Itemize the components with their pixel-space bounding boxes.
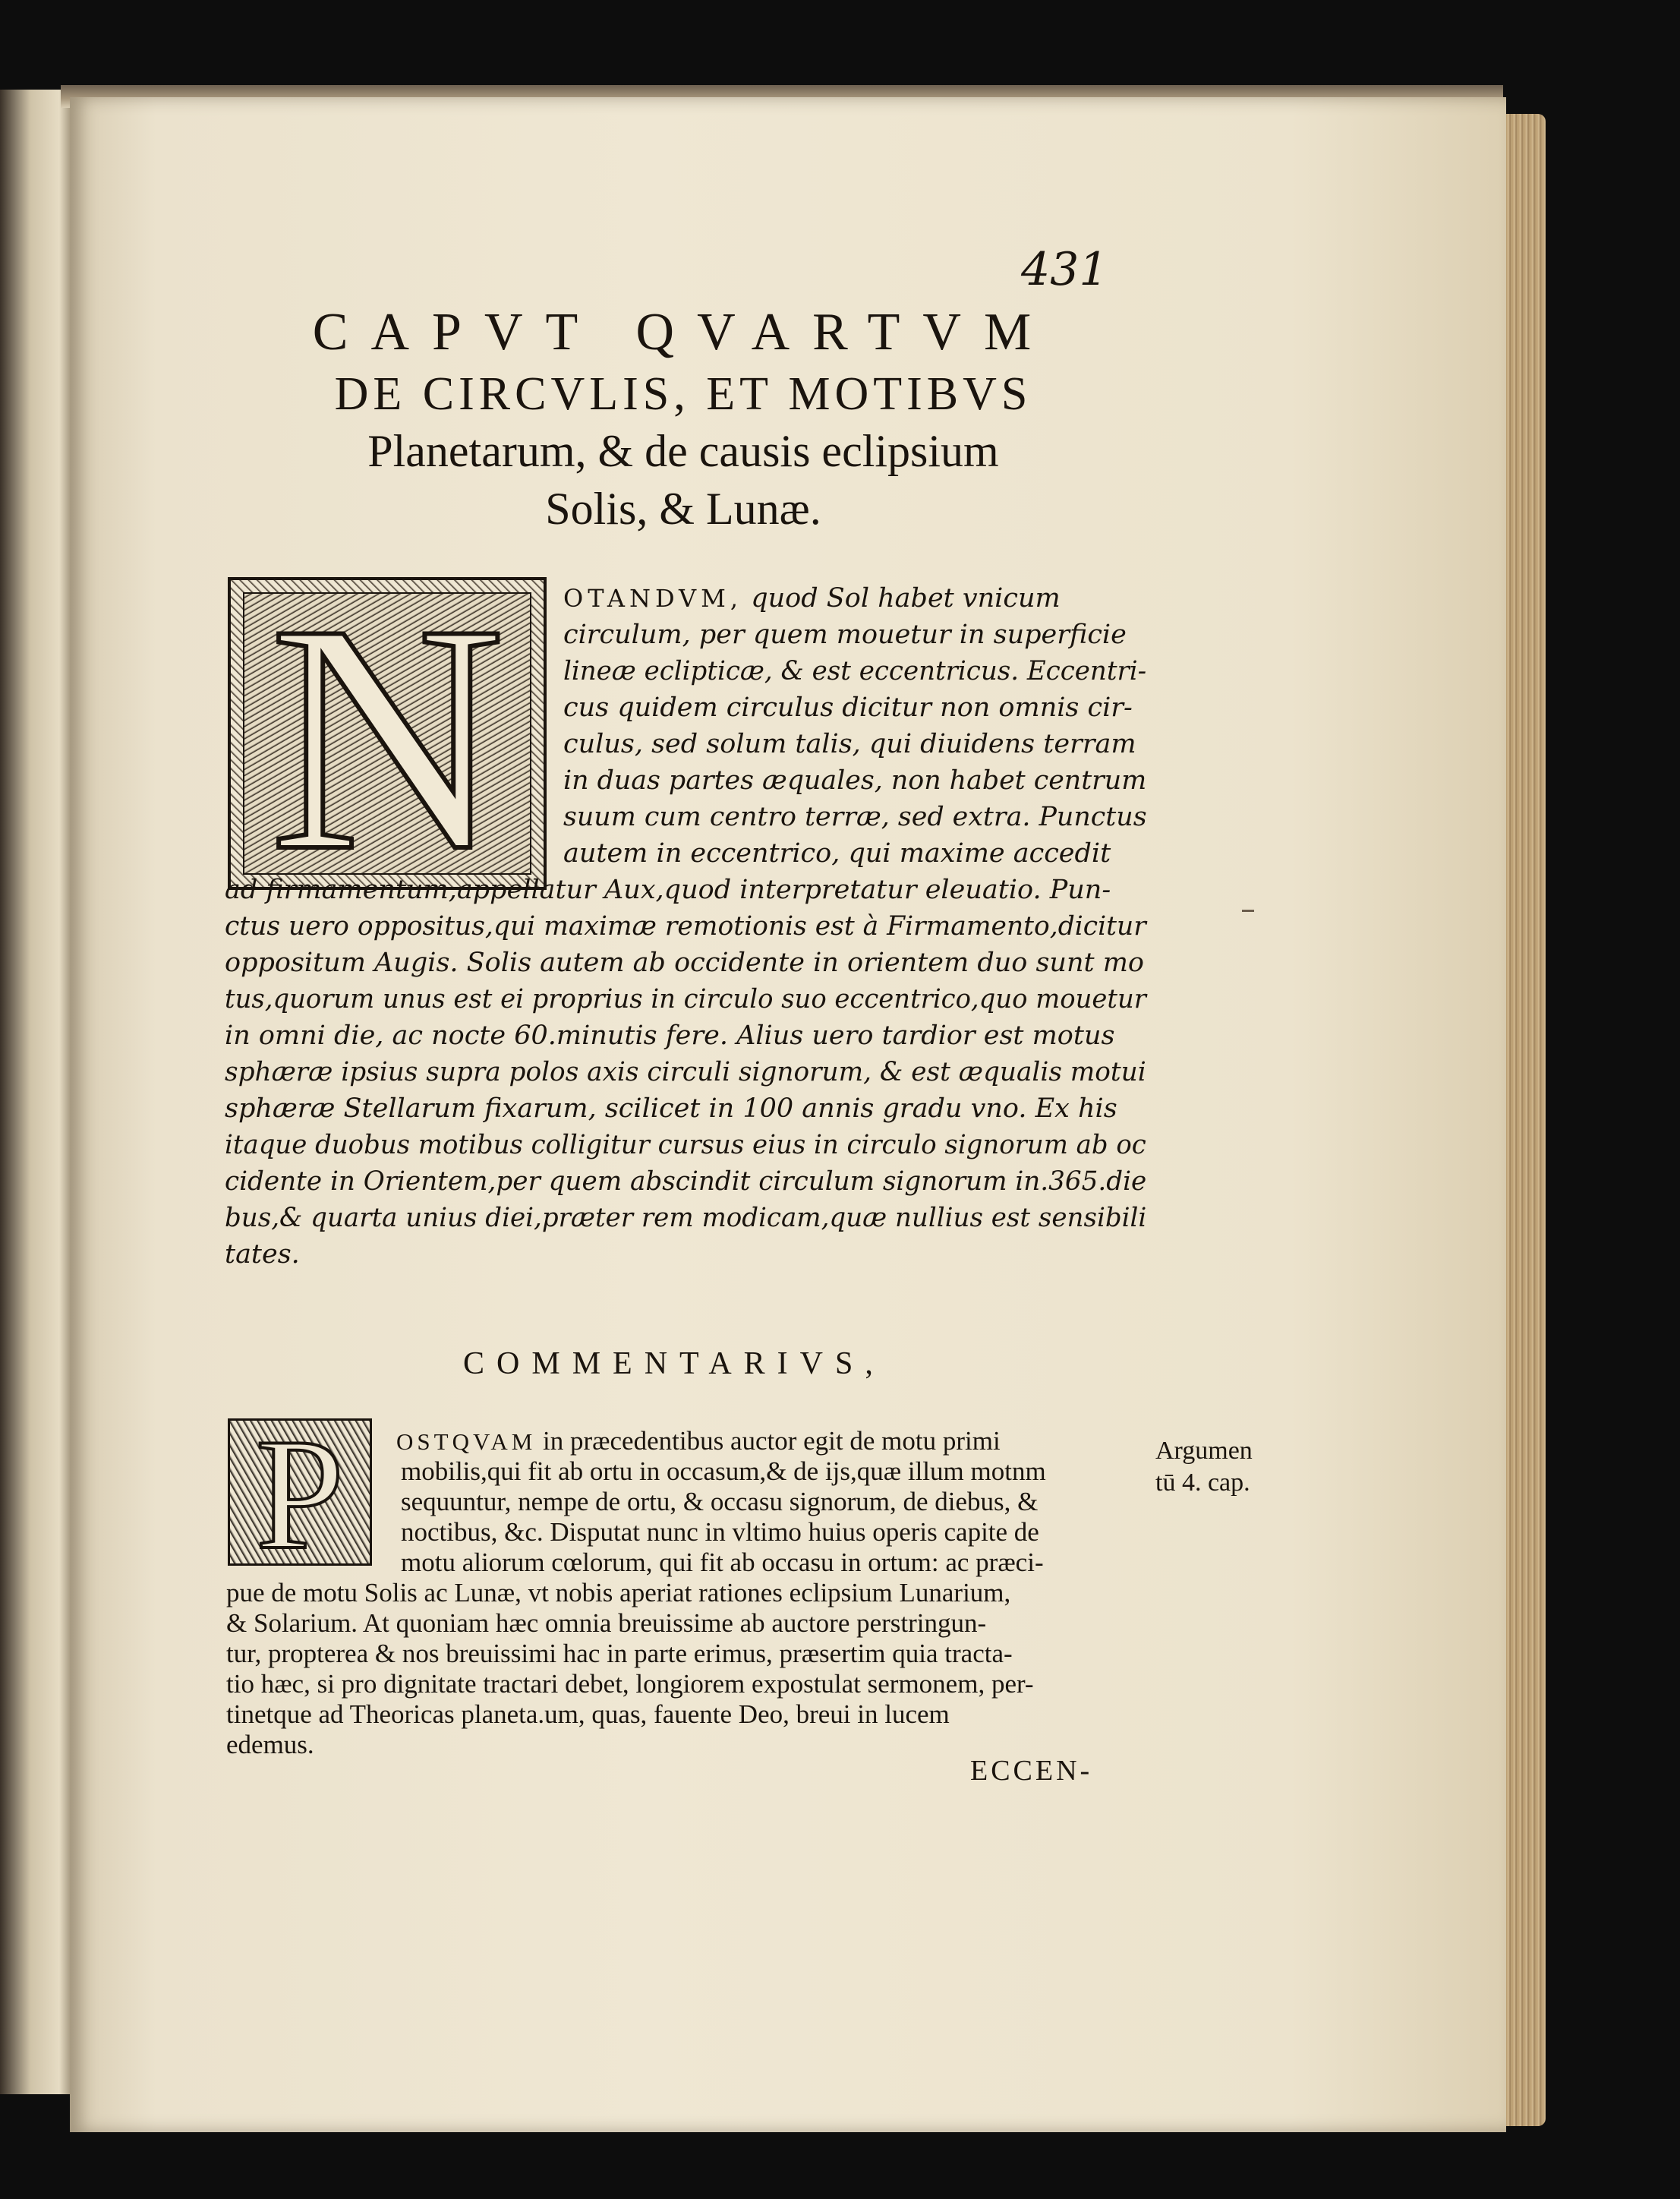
woodcut-initial-n [228,577,547,890]
commentary-line: OSTQVAM in præcedentibus auctor egit de motu primi [396,1426,1001,1456]
drop-cap-letter: N [269,577,506,890]
text-line: ad firmamentum,appellatur Aux,quod interpretatur eleuatio. Pun- [225,875,1111,905]
text-line: autem in eccentrico, qui maxime accedit [563,838,1111,869]
text-line: bus,& quarta unius diei,præter rem modicam,quæ nullius est sensibili [225,1203,1147,1233]
woodcut-initial-p [228,1418,372,1566]
commentary-line: noctibus, &c. Disputat nunc in vltimo huius operis capite de [401,1517,1039,1547]
page-number: 431 [1021,243,1108,296]
commentary-line: sequuntur, nempe de ortu, & occasu signorum, de diebus, & [401,1487,1039,1516]
opening-word: OTANDVM, [563,584,743,613]
commentary-line: motu aliorum cœlorum, qui fit ab occasu in ortum: ac præci- [401,1548,1044,1577]
page-fore-edge [1506,114,1546,2126]
text-line: culus, sed solum talis, qui diuidens terram [563,729,1136,759]
text-line: in omni die, ac nocte 60.minutis fere. Alius uero tardior est motus [225,1021,1115,1051]
text-line: sphæræ ipsius supra polos axis circuli signorum, & est æqualis motui [225,1057,1146,1087]
commentary-line: edemus. [226,1730,314,1759]
commentary-line: & Solarium. At quoniam hæc omnia breuissime ab auctore perstringun- [226,1608,987,1638]
text-line: ctus uero oppositus,qui maximæ remotionis est à Firmamento,dicitur [225,911,1146,942]
chapter-subtitle-3: Solis, & Lunæ. [545,484,821,534]
text-line: sphæræ Stellarum fixarum, scilicet in 100 annis gradu vno. Ex his [225,1093,1117,1124]
drop-cap-letter: P [255,1418,345,1566]
marginal-note-line-1: Argumen [1155,1437,1253,1465]
text-line: cus quidem circulus dicitur non omnis cir- [563,693,1133,723]
text-line: suum cum centro terræ, sed extra. Punctus [563,802,1147,832]
text-line: OTANDVM, quod Sol habet vnicum [563,583,1061,614]
margin-mark [1242,910,1254,912]
commentary-line: mobilis,qui fit ab ortu in occasum,& de ijs,quæ illum motnm [401,1456,1046,1486]
text-line: in duas partes æquales, non habet centrum [563,765,1147,796]
commentary-line: pue de motu Solis ac Lunæ, vt nobis aperiat rationes eclipsium Lunarium, [226,1578,1011,1607]
text-line: tates. [225,1239,300,1270]
commentary-opening-word: OSTQVAM [396,1428,537,1455]
commentary-line: tio hæc, si pro dignitate tractari debet, longiorem expostulat sermonem, per- [226,1669,1034,1699]
chapter-subtitle-2: Planetarum, & de causis eclipsium [367,426,999,476]
text-line: itaque duobus motibus colligitur cursus eius in circulo signorum ab oc [225,1130,1146,1160]
commentary-heading: COMMENTARIVS, [463,1346,885,1381]
marginal-note-line-2: tū 4. cap. [1155,1469,1250,1497]
chapter-title: CAPVT QVARTVM [312,303,1054,361]
previous-page-edge [0,90,76,2094]
text-line: circulum, per quem mouetur in superficie [563,620,1127,650]
commentary-line: tur, propterea & nos breuissimi hac in parte erimus, præsertim quia tracta- [226,1639,1013,1668]
catchword: ECCEN- [970,1755,1093,1787]
text-line: oppositum Augis. Solis autem ab occidente in orientem duo sunt mo [225,948,1144,978]
chapter-subtitle-1: DE CIRCVLIS, ET MOTIBVS [334,368,1032,420]
commentary-line: tinetque ad Theoricas planeta.um, quas, fauente Deo, breui in lucem [226,1699,950,1729]
text-line: lineæ eclipticæ, & est eccentricus. Eccentri- [563,656,1147,686]
text-line: cidente in Orientem,per quem abscindit circulum signorum in.365.die [225,1166,1147,1197]
text-line: tus,quorum unus est ei proprius in circulo suo eccentrico,quo mouetur [225,984,1146,1014]
